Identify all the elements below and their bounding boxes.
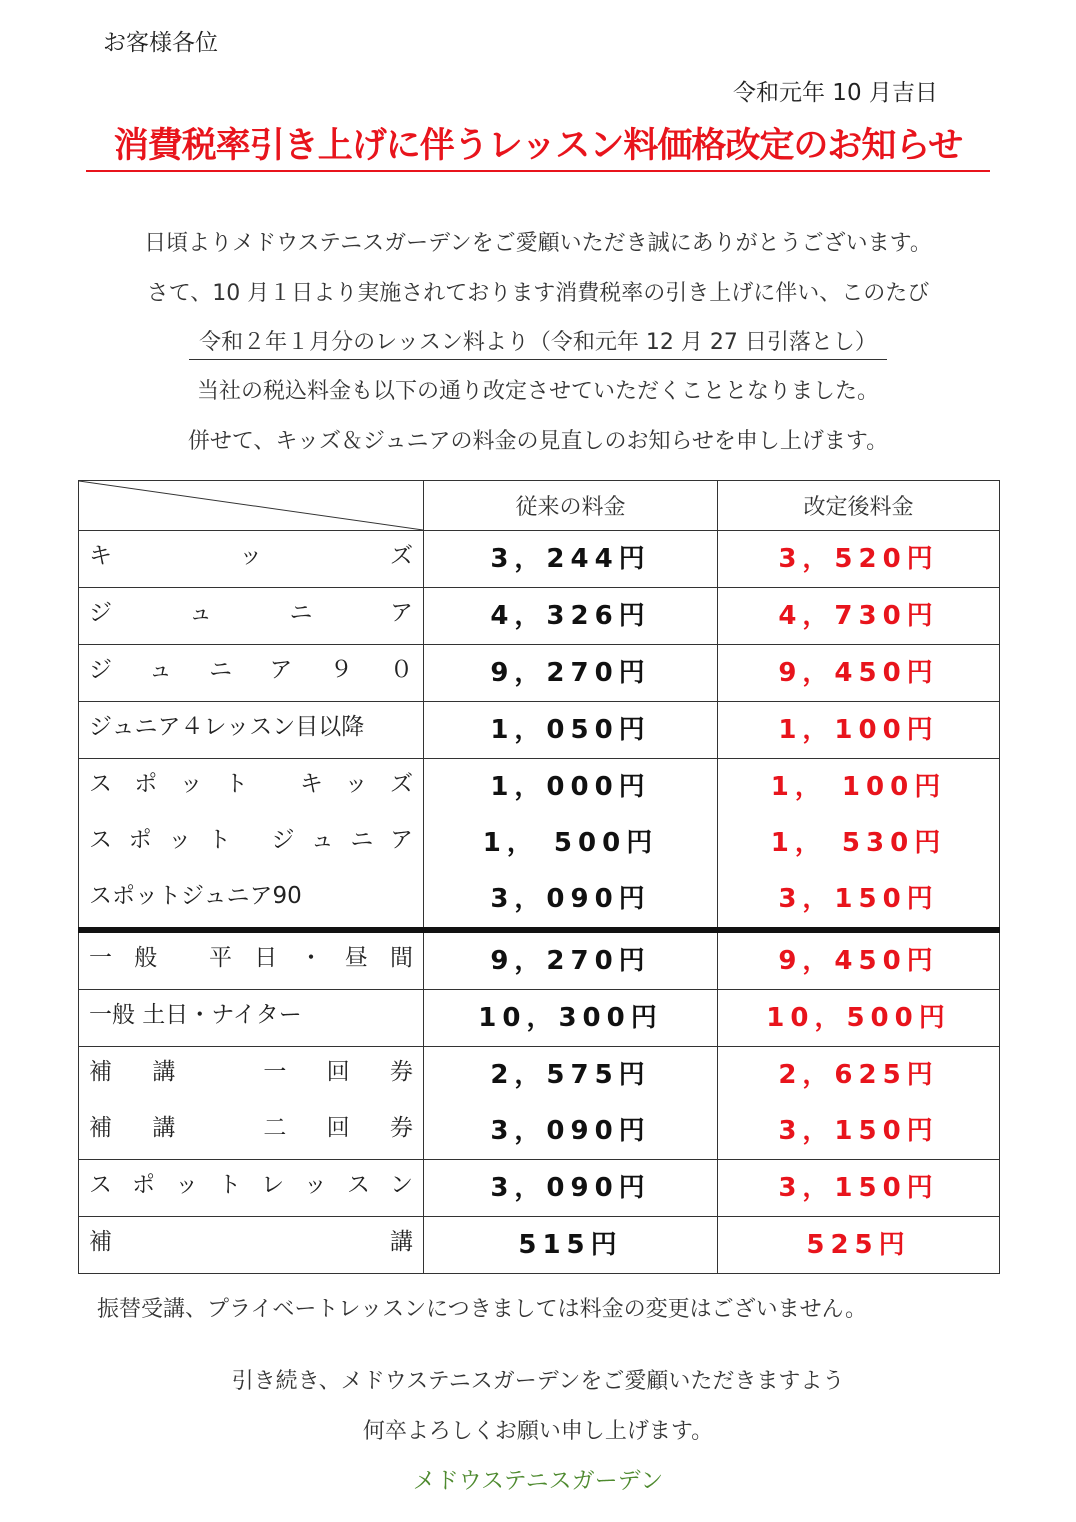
table-row xyxy=(79,1160,1000,1217)
table-header-row xyxy=(79,481,1000,531)
table-row xyxy=(79,531,1000,588)
old-price: 3，090円 xyxy=(490,1173,651,1203)
date: 令和元年 10 月吉日 xyxy=(733,80,938,106)
row-label: スポット ジュニア xyxy=(89,827,413,853)
new-price-cell xyxy=(718,990,1000,1047)
row-label: スポットジュニア90 xyxy=(89,883,302,909)
table-row xyxy=(79,702,1000,759)
row-label: 補講 二回券 xyxy=(89,1115,413,1141)
closing-line: 引き続き、メドウステニスガーデンをご愛顧いただきますよう xyxy=(231,1369,845,1394)
intro-underlined-text: 令和２年１月分のレッスン料より（令和元年 12 月 27 日引落とし） xyxy=(189,330,887,360)
new-price: 10，500円 xyxy=(766,1003,951,1033)
intro-line: 日頃よりメドウステニスガーデンをご愛顧いただき誠にありがとうございます。 xyxy=(144,231,932,256)
table-row xyxy=(79,1047,1000,1160)
table-row xyxy=(79,990,1000,1047)
row-label-cell xyxy=(79,588,424,645)
closing-line: 何卒よろしくお願い申し上げます。 xyxy=(362,1419,714,1444)
row-label-cell xyxy=(79,930,424,990)
old-price-cell xyxy=(424,588,718,645)
header-new-price: 改定後料金 xyxy=(718,481,1000,531)
row-label: ジュニア９０ xyxy=(89,657,413,683)
old-price-cell xyxy=(424,990,718,1047)
new-price: 1， 100円 xyxy=(770,772,947,802)
intro-line: 併せて、キッズ＆ジュニアの料金の見直しのお知らせを申し上げます。 xyxy=(187,429,889,454)
new-price: 3，520円 xyxy=(778,544,939,574)
header-old-price: 従来の料金 xyxy=(424,481,718,531)
old-price: 4，326円 xyxy=(490,601,651,631)
new-price: 3，150円 xyxy=(778,1173,939,1203)
new-price: 4，730円 xyxy=(778,601,939,631)
table-row xyxy=(79,645,1000,702)
new-price-cell xyxy=(718,531,1000,588)
old-price-cell xyxy=(424,645,718,702)
new-price: 3，150円 xyxy=(778,1116,939,1146)
new-price-cell xyxy=(718,645,1000,702)
old-price: 9，270円 xyxy=(490,946,651,976)
old-price: 10，300円 xyxy=(478,1003,663,1033)
intro-line: さて、10 月１日より実施されております消費税率の引き上げに伴い、このたび xyxy=(146,281,930,306)
old-price: 3，090円 xyxy=(490,1116,651,1146)
table-row xyxy=(79,1217,1000,1274)
new-price: 9，450円 xyxy=(778,658,939,688)
signature: メドウステニスガーデン xyxy=(412,1468,664,1494)
row-label-cell xyxy=(79,1047,424,1160)
old-price-cell xyxy=(424,759,718,931)
new-price-cell xyxy=(718,1160,1000,1217)
old-price-cell xyxy=(424,1217,718,1274)
row-label: ジュニア４レッスン目以降 xyxy=(89,714,365,740)
table-row xyxy=(79,759,1000,931)
old-price-cell xyxy=(424,1160,718,1217)
old-price-cell xyxy=(424,702,718,759)
new-price: 2，625円 xyxy=(778,1060,939,1090)
row-label-cell xyxy=(79,531,424,588)
old-price-cell xyxy=(424,1047,718,1160)
old-price: 2，575円 xyxy=(490,1060,651,1090)
row-label-cell xyxy=(79,1217,424,1274)
row-label: 一般 土日・ナイター xyxy=(89,1002,302,1028)
old-price: 1，000円 xyxy=(490,772,651,802)
row-label: 補講 xyxy=(89,1229,413,1255)
row-label: スポット キッズ xyxy=(89,771,413,797)
note: 振替受講、プライベートレッスンにつきましては料金の変更はございません。 xyxy=(97,1297,868,1322)
table-body xyxy=(79,531,1000,1274)
old-price: 1， 500円 xyxy=(482,828,659,858)
new-price: 1， 530円 xyxy=(770,828,947,858)
price-table xyxy=(78,480,1000,1274)
row-label: 補講 一回券 xyxy=(89,1059,413,1085)
table-row xyxy=(79,588,1000,645)
diagonal-line xyxy=(79,481,423,530)
old-price: 9，270円 xyxy=(490,658,651,688)
new-price: 525円 xyxy=(806,1230,911,1260)
intro-line-underlined xyxy=(0,325,1076,356)
row-label-cell xyxy=(79,645,424,702)
row-label-cell xyxy=(79,759,424,931)
table-row xyxy=(79,930,1000,990)
row-label: 一般 平日・昼間 xyxy=(89,945,413,971)
new-price-cell xyxy=(718,1047,1000,1160)
old-price-cell xyxy=(424,531,718,588)
new-price-cell xyxy=(718,1217,1000,1274)
intro-line: 当社の税込料金も以下の通り改定させていただくこととなりました。 xyxy=(196,379,879,404)
old-price: 3，090円 xyxy=(490,884,651,914)
old-price: 515円 xyxy=(518,1230,623,1260)
old-price: 1，050円 xyxy=(490,715,651,745)
new-price: 9，450円 xyxy=(778,946,939,976)
row-label: ジュニア xyxy=(89,600,413,626)
new-price-cell xyxy=(718,702,1000,759)
header-corner-cell xyxy=(79,481,424,531)
new-price-cell xyxy=(718,759,1000,931)
salutation: お客様各位 xyxy=(103,30,218,56)
notice-title: 消費税率引き上げに伴うレッスン料価格改定のお知らせ xyxy=(86,122,990,172)
new-price-cell xyxy=(718,588,1000,645)
new-price: 1，100円 xyxy=(778,715,939,745)
old-price: 3，244円 xyxy=(490,544,651,574)
row-label-cell xyxy=(79,1160,424,1217)
row-label: キッズ xyxy=(89,543,413,569)
row-label-cell xyxy=(79,702,424,759)
old-price-cell xyxy=(424,930,718,990)
new-price-cell xyxy=(718,930,1000,990)
row-label: スポットレッスン xyxy=(89,1172,413,1198)
row-label-cell xyxy=(79,990,424,1047)
new-price: 3，150円 xyxy=(778,884,939,914)
